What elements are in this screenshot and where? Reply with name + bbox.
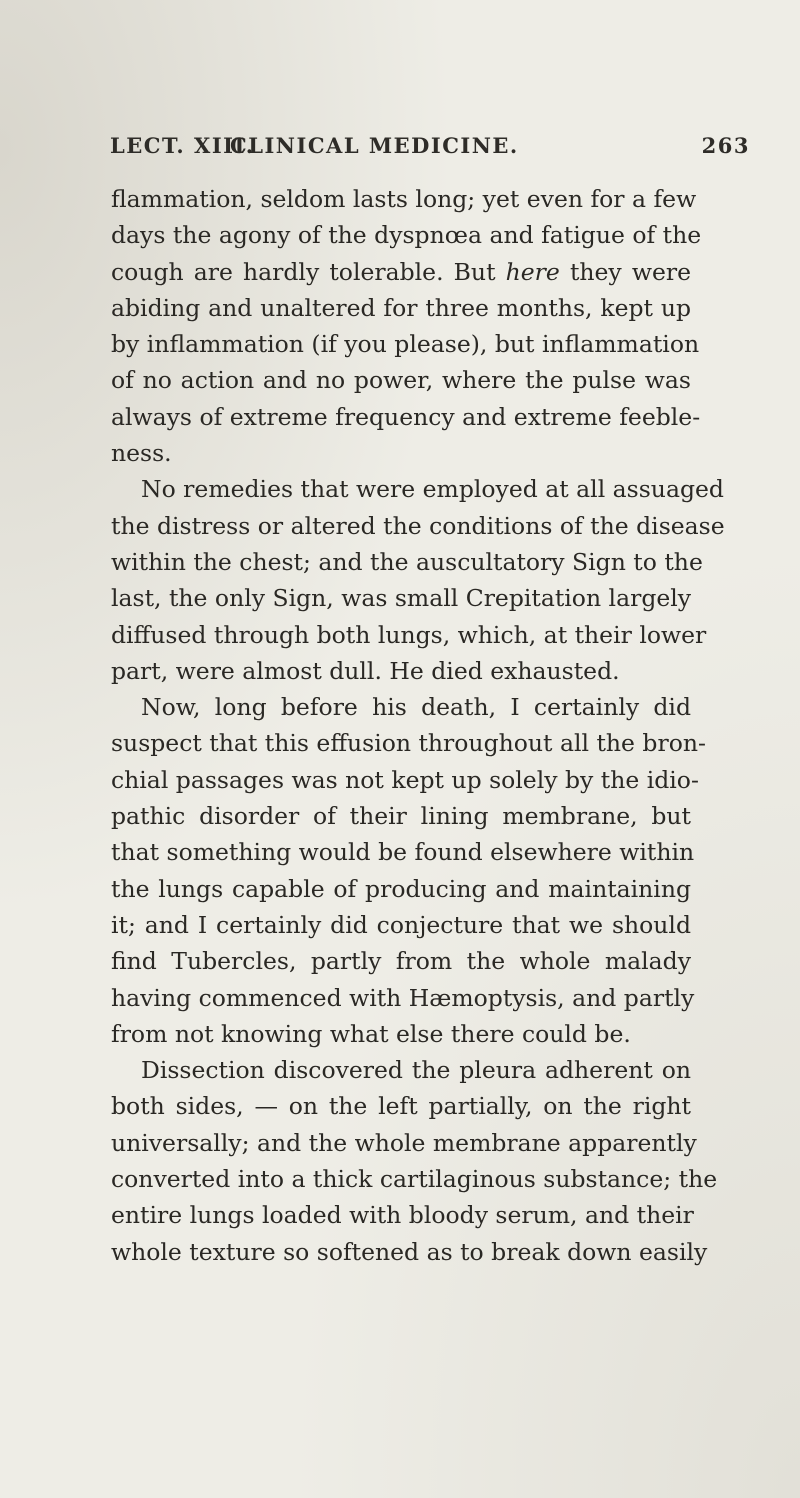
- text-line: ness.: [111, 439, 172, 468]
- text-line: last, the only Sign, was small Crepitation largely: [111, 584, 692, 613]
- text-line: pathic disorder of their lining membrane, but: [111, 802, 691, 831]
- text-line: by inflammation (if you please), but inflammation: [111, 330, 700, 359]
- text-line: entire lungs loaded with bloody serum, and their: [111, 1201, 694, 1230]
- body-text: [111, 181, 725, 1270]
- text-line: diffused through both lungs, which, at their lower: [111, 620, 707, 649]
- text-line: always of extreme frequency and extreme feeble-: [111, 402, 701, 431]
- text-line: flammation, seldom lasts long; yet even for a few: [111, 185, 697, 213]
- text-line: within the chest; and the auscultatory Sign to the: [111, 547, 703, 576]
- text-line: both sides, — on the left partially, on the right: [111, 1092, 691, 1121]
- lecture-number: LECT. XIII.: [110, 133, 255, 158]
- text-line: find Tubercles, partly from the whole malady: [111, 947, 691, 976]
- text-line: cough are hardly tolerable. But here they were: [111, 257, 691, 286]
- text-line: that something would be found elsewhere within: [111, 838, 695, 867]
- text-line: of no action and no power, where the pulse was: [111, 366, 691, 395]
- text-line: chial passages was not kept up solely by the idio-: [111, 765, 699, 794]
- running-head: [110, 133, 750, 169]
- text-line: from not knowing what else there could be.: [111, 1019, 631, 1048]
- paragraph-4: [111, 1052, 718, 1270]
- text-line: No remedies that were employed at all assuaged: [141, 475, 724, 504]
- text-line: days the agony of the dyspnœa and fatigue of the: [111, 221, 702, 250]
- text-line: suspect that this effusion throughout all the bron-: [111, 729, 706, 758]
- text-line: whole texture so softened as to break down easily: [111, 1237, 708, 1266]
- text-line: it; and I certainly did conjecture that we should: [111, 910, 691, 939]
- text-line: the distress or altered the conditions of the disease: [111, 511, 725, 540]
- paragraph-3: [111, 689, 706, 1052]
- text-line: part, were almost dull. He died exhausted.: [111, 656, 620, 685]
- text-line: Dissection discovered the pleura adherent on: [141, 1056, 691, 1085]
- page-number: 263: [701, 133, 750, 158]
- text-line: having commenced with Hæmoptysis, and partly: [111, 983, 695, 1012]
- text-line: abiding and unaltered for three months, kept up: [111, 293, 691, 322]
- text-line: universally; and the whole membrane apparently: [111, 1128, 697, 1157]
- text-line: Now, long before his death, I certainly did: [141, 693, 691, 722]
- book-title: CLINICAL MEDICINE.: [230, 133, 519, 158]
- paragraph-2: [111, 471, 725, 689]
- paragraph-1: [111, 181, 702, 471]
- text-line: the lungs capable of producing and maintaining: [111, 874, 691, 903]
- text-line: converted into a thick cartilaginous substance; the: [111, 1165, 718, 1194]
